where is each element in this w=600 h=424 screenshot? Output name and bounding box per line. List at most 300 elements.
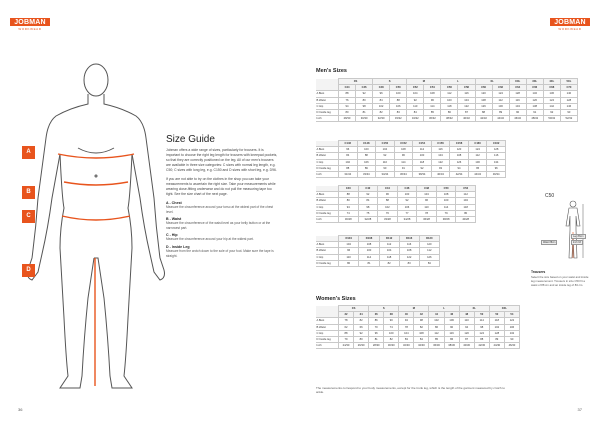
table-cell: 116 (431, 147, 450, 153)
table-cell: 33/32 (390, 116, 407, 122)
table-cell: 106 (504, 324, 519, 330)
table-cell: 44/30 (489, 343, 504, 349)
size-header-cell: C146 (339, 141, 358, 147)
table-cell: 94 (339, 204, 359, 210)
table-cell: 62 (339, 324, 354, 330)
example-size-label: C50 (545, 193, 555, 199)
page-number-right: 37 (577, 407, 582, 412)
table-cell: 86 (441, 109, 458, 115)
row-label: B Waist (316, 153, 339, 159)
table-cell: 120 (419, 242, 439, 248)
row-label: A Bust (316, 242, 339, 248)
table-cell: 98 (414, 318, 429, 324)
size-header-cell: D108 (359, 236, 379, 242)
example-tag: Inch 33 (573, 241, 581, 244)
measure-title: D - Inside Leg (166, 244, 190, 249)
table-cell: 85 (429, 336, 444, 342)
row-label: B Waist (316, 97, 339, 103)
letter-size-cell: XL (459, 306, 489, 312)
table-cell: 32/30 (399, 343, 414, 349)
table-cell: 124 (543, 97, 560, 103)
table-cell: 30/30 (384, 343, 399, 349)
table-cell: 130 (468, 159, 487, 165)
brand-tagline: WORKWEAR (558, 27, 582, 31)
size-header-cell: C68 (543, 85, 560, 91)
size-header-cell: C42 (358, 186, 378, 192)
table-cell: 91 (526, 109, 543, 115)
size-header-cell: 38 (384, 312, 399, 318)
table-cell: 104 (399, 330, 414, 336)
table-cell: 116 (458, 91, 475, 97)
row-label: A Bust (316, 192, 339, 198)
size-header-cell: C46 (356, 85, 373, 91)
table-cell: 112 (492, 97, 509, 103)
table-cell: 83 (399, 260, 419, 266)
size-header-cell: C52 (456, 186, 476, 192)
letter-size-cell: XXL (509, 79, 526, 85)
table-cell: 88 (339, 165, 358, 171)
table-cell: 112 (419, 248, 439, 254)
womens-sizes-title: Women's Sizes (316, 296, 356, 302)
size-header-cell: C52 (407, 85, 424, 91)
letter-size-cell: XXL (489, 306, 519, 312)
table-cell: 88 (475, 109, 492, 115)
table-cell: 120 (526, 97, 543, 103)
table-cell: 134 (487, 159, 506, 165)
row-label: Inch (316, 171, 339, 177)
table-cell: 100 (390, 91, 407, 97)
letter-size-cell: 3XL (526, 79, 543, 85)
table-cell: 40/28 (456, 216, 476, 222)
table-cell: 81 (369, 336, 384, 342)
table-cell: 112 (379, 242, 399, 248)
table-cell: 81 (359, 260, 379, 266)
table-cell: 24/30 (339, 343, 354, 349)
table-cell: 96 (394, 153, 413, 159)
table-row (316, 260, 440, 266)
letter-size-cell: S (373, 79, 407, 85)
size-header-cell: 50 (474, 312, 489, 318)
row-label: D Inside leg (316, 210, 339, 216)
table-cell: 104 (431, 153, 450, 159)
table-cell: 96 (373, 91, 390, 97)
table-cell: 106 (357, 159, 376, 165)
table-cell: 110 (417, 204, 437, 210)
table-cell: 26/30 (354, 343, 369, 349)
size-header-cell: D104 (339, 236, 359, 242)
table-row (316, 343, 520, 349)
table-cell: 82 (373, 109, 390, 115)
table-cell: 50/32 (543, 116, 560, 122)
table-cell: 30/28 (339, 216, 359, 222)
table-cell: 118 (379, 254, 399, 260)
table-cell: 118 (413, 159, 432, 165)
table-cell: 116 (399, 242, 419, 248)
table-cell: 108 (414, 330, 429, 336)
table-cell: 84 (407, 109, 424, 115)
table-cell: 88 (378, 198, 398, 204)
table-cell: 128 (487, 147, 506, 153)
table-cell: 100 (384, 330, 399, 336)
mens-sizes-title: Men's Sizes (316, 68, 347, 74)
table-cell: 96 (487, 165, 506, 171)
row-label: D Inside leg (316, 336, 339, 342)
table-cell: 75 (358, 210, 378, 216)
table-cell: 110 (459, 318, 474, 324)
table-cell: 52/32 (560, 116, 577, 122)
row-label: D Inside leg (316, 260, 339, 266)
size-header-cell: C162 (487, 141, 506, 147)
table-cell: 86 (369, 318, 384, 324)
marker-a: A (22, 146, 35, 159)
table-cell: 128 (509, 91, 526, 97)
table-cell: 140 (560, 91, 577, 97)
table-cell: 93 (560, 109, 577, 115)
table-cell: 100 (397, 192, 417, 198)
trousers-example-figure (559, 200, 587, 260)
row-label: D Inside leg (316, 109, 339, 115)
page-number-left: 36 (18, 407, 23, 412)
measure-desc: Measure the circumference around your hip at the widest part. (166, 237, 254, 242)
table-cell: 128 (560, 97, 577, 103)
table-cell: 110 (339, 254, 359, 260)
table-cell: 90 (384, 318, 399, 324)
size-header-cell: C56 (441, 85, 458, 91)
table-cell: 106 (444, 318, 459, 324)
table-cell: 112 (429, 330, 444, 336)
table-cell: 120 (475, 91, 492, 97)
table-cell: 78 (339, 318, 354, 324)
table-cell: 94 (399, 318, 414, 324)
row-label: A Bust (316, 91, 339, 97)
table-cell: 112 (456, 192, 476, 198)
table-cell: 89 (492, 109, 509, 115)
example-tag: Leg 83cm (573, 235, 584, 238)
row-label: Inch (316, 216, 339, 222)
table-cell: 44/34 (468, 171, 487, 177)
letter-size-cell: 5XL (560, 79, 577, 85)
table-cell: 28/30 (339, 116, 356, 122)
letter-size-cell: XS (339, 306, 369, 312)
table-cell: 100 (436, 198, 456, 204)
table-cell: 100 (441, 97, 458, 103)
brand-tagline: WORKWEAR (18, 27, 42, 31)
table-cell: 28/30 (369, 343, 384, 349)
table-cell: 32/28 (358, 216, 378, 222)
letter-size-cell: S (369, 306, 399, 312)
table-cell: 34/30 (414, 343, 429, 349)
table-cell: 40/30 (459, 343, 474, 349)
table-cell: 42/34 (450, 171, 469, 177)
marker-c: C (22, 210, 35, 223)
table-cell: 104 (376, 147, 395, 153)
table-cell: 98 (356, 103, 373, 109)
table-cell: 46/34 (487, 171, 506, 177)
table-cell: 120 (459, 330, 474, 336)
table-cell: 31/34 (339, 171, 358, 177)
row-label: C Hip (316, 330, 339, 336)
table-cell: 76 (339, 97, 356, 103)
table-cell: 42/30 (474, 343, 489, 349)
size-header-cell: C66 (526, 85, 543, 91)
table-cell: 114 (394, 159, 413, 165)
table-cell: 93 (431, 165, 450, 171)
size-header-cell: C54 (424, 85, 441, 91)
table-cell: 92 (376, 153, 395, 159)
table-cell: 110 (376, 159, 395, 165)
size-header-cell: C48 (373, 85, 390, 91)
table-cell: 104 (458, 97, 475, 103)
table-cell: 38/34 (413, 171, 432, 177)
table-cell: 124 (474, 330, 489, 336)
table-cell: 124 (492, 91, 509, 97)
brand-logo (550, 18, 590, 31)
table-cell: 85 (424, 109, 441, 115)
table-cell: 34/34 (376, 171, 395, 177)
table-cell: 122 (399, 254, 419, 260)
table-cell: 88 (339, 91, 356, 97)
size-header-cell: C148 (357, 141, 376, 147)
table-cell: 89 (489, 336, 504, 342)
table-cell: 122 (504, 318, 519, 324)
row-label: C Hip (316, 254, 339, 260)
table-cell: 142 (543, 103, 560, 109)
size-header-cell: D116 (399, 236, 419, 242)
table-cell: 84 (339, 153, 358, 159)
table-cell: 120 (450, 147, 469, 153)
table-cell: 112 (413, 147, 432, 153)
table-cell: 80 (456, 210, 476, 216)
table-cell: 87 (459, 336, 474, 342)
table-cell: 126 (419, 254, 439, 260)
table-cell: 36/34 (394, 171, 413, 177)
table-cell: 90 (504, 336, 519, 342)
table-cell: 146 (560, 103, 577, 109)
table-cell: 106 (390, 103, 407, 109)
table-cell: 84 (358, 198, 378, 204)
table-cell: 40/34 (431, 171, 450, 177)
row-label: C Hip (316, 159, 339, 165)
marker-d: D (22, 264, 35, 277)
mens-table-d (316, 235, 440, 267)
table-cell: 46/30 (504, 343, 519, 349)
table-cell: 40/32 (458, 116, 475, 122)
brand-logo (10, 18, 50, 31)
size-header-cell: 54 (504, 312, 519, 318)
table-cell: 106 (397, 204, 417, 210)
table-cell: 87 (458, 109, 475, 115)
table-cell: 79 (339, 336, 354, 342)
letter-size-cell: XS (339, 79, 373, 85)
table-cell: 90 (509, 109, 526, 115)
table-cell: 114 (424, 103, 441, 109)
brand-name: JOBMAN (10, 18, 50, 26)
table-cell: 78 (417, 210, 437, 216)
size-header-cell: 44 (429, 312, 444, 318)
size-header-cell: C58 (458, 85, 475, 91)
table-cell: 80 (356, 97, 373, 103)
table-cell: 78 (399, 324, 414, 330)
size-header-cell: C50 (390, 85, 407, 91)
table-cell: 30/30 (356, 116, 373, 122)
table-cell: 104 (417, 192, 437, 198)
letter-size-cell: XL (475, 79, 509, 85)
table-cell: 38/28 (436, 216, 456, 222)
table-cell: 80 (354, 336, 369, 342)
size-header-cell: C40 (339, 186, 359, 192)
table-cell: 104 (379, 248, 399, 254)
size-header-cell: C152 (394, 141, 413, 147)
size-header-cell: D112 (379, 236, 399, 242)
table-cell: 82 (414, 324, 429, 330)
size-guide-intro: Jobman offers a wide range of sizes, particularly for trousers. It is important to choose the right leg length for trousers with kneepad pockets, so that they are correctly positioned on the leg. All of our men's trousers are available in three size categories: C sizes with normal leg length, e.g. C50; C sizes with long leg, e.g. C150 and D sizes with short leg, e.g. D96. (166, 148, 278, 172)
table-cell: 96 (339, 147, 358, 153)
row-label: C Hip (316, 103, 339, 109)
table-cell: 112 (468, 153, 487, 159)
size-header-cell: 40 (399, 312, 414, 318)
table-cell: 102 (339, 159, 358, 165)
table-cell: 138 (526, 103, 543, 109)
body-figure (8, 58, 168, 398)
marker-b: B (22, 186, 35, 199)
table-cell: 66 (354, 324, 369, 330)
table-cell: 44/32 (492, 116, 509, 122)
size-guide-tip: If you are not able to try on the clothes in the shop you can take your measurements to ascertain the right size. Take your measurements while wearing close-fitting underwear and do not pull the measuring tape too tight. See the size chart of the next page. (166, 177, 276, 196)
table-row (316, 116, 578, 122)
table-cell: 88 (474, 336, 489, 342)
brand-name: JOBMAN (550, 18, 590, 26)
size-header-cell: C50 (436, 186, 456, 192)
footnote: The measurements correspond to your body measurements, except for the trunk leg, which is the length of the garment measured by crotch to ankle. (316, 386, 505, 395)
size-header-cell: C62 (492, 85, 509, 91)
table-cell: 100 (413, 153, 432, 159)
womens-table (316, 305, 520, 349)
table-cell: 38/32 (441, 116, 458, 122)
table-cell: 74 (339, 210, 359, 216)
table-cell: 108 (399, 248, 419, 254)
row-label: B Waist (316, 198, 339, 204)
measure-desc: Measure from the crotch down to the sole of your foot. Make sure the tape is straight. (166, 248, 274, 258)
size-header-cell: C44 (339, 85, 356, 91)
letter-size-cell: M (407, 79, 441, 85)
table-cell: 92 (358, 192, 378, 198)
table-cell: 80 (339, 109, 356, 115)
example-title: Trousers (531, 270, 546, 274)
table-cell: 108 (424, 91, 441, 97)
size-header-cell: C44 (378, 186, 398, 192)
table-cell: 90 (376, 165, 395, 171)
size-guide (166, 134, 278, 261)
table-cell: 116 (444, 330, 459, 336)
table-cell: 88 (339, 192, 359, 198)
table-cell: 79 (436, 210, 456, 216)
size-header-cell: C158 (450, 141, 469, 147)
table-cell: 136 (543, 91, 560, 97)
size-header-cell: C160 (468, 141, 487, 147)
measure-title: A - Chest (166, 201, 182, 205)
table-row (316, 171, 506, 177)
mens-table-long (316, 140, 506, 178)
table-cell: 95 (468, 165, 487, 171)
table-cell: 114 (474, 318, 489, 324)
size-header-cell: 34 (354, 312, 369, 318)
table-cell: 82 (379, 260, 399, 266)
size-header-cell: 52 (489, 312, 504, 318)
measure-desc: Measure the circumference of the waist level as your belly button or at the narrowest part. (166, 221, 271, 230)
table-cell: 34/28 (397, 216, 417, 222)
row-label: A Bust (316, 318, 339, 324)
table-cell: 92 (356, 91, 373, 97)
size-header-cell: C154 (413, 141, 432, 147)
table-cell: 118 (489, 318, 504, 324)
table-cell: 96 (417, 198, 437, 204)
table-cell: 102 (378, 204, 398, 210)
measure-title: B - Waist (166, 217, 182, 222)
letter-size-cell: L (429, 306, 459, 312)
size-header-cell: 32 (339, 312, 354, 318)
table-cell: 102 (373, 103, 390, 109)
table-cell: 84 (419, 260, 439, 266)
row-label: Inch (316, 343, 339, 349)
size-header-cell: D120 (419, 236, 439, 242)
table-cell: 80 (339, 198, 359, 204)
table-cell: 92 (397, 198, 417, 204)
table-cell: 96 (378, 192, 398, 198)
row-label: A Bust (316, 147, 339, 153)
table-cell: 92 (407, 97, 424, 103)
table-cell: 132 (526, 91, 543, 97)
measure-desc: Measure the circumference around your torso at the widest part of the chest level. (166, 205, 274, 214)
example-tag: Waist 88cm (543, 241, 556, 244)
size-header-cell: C60 (475, 85, 492, 91)
table-cell: 102 (429, 318, 444, 324)
table-cell: 36/30 (429, 343, 444, 349)
table-cell: 124 (468, 147, 487, 153)
letter-size-cell: L (441, 79, 475, 85)
letter-size-cell: 4XL (543, 79, 560, 85)
table-cell: 96 (339, 248, 359, 254)
measure-title: C - Hip (166, 233, 178, 238)
example-text: Select the size based on your waist and inside leg measurement. Trousers in size C50 fit a waist of 88 cm and an inside leg of 83 cm. (531, 275, 589, 287)
table-cell: 82 (384, 336, 399, 342)
table-cell: 88 (339, 330, 354, 336)
letter-size-cell: M (399, 306, 429, 312)
size-header-cell: C70 (560, 85, 577, 91)
table-cell: 84 (414, 336, 429, 342)
table-cell: 118 (456, 204, 476, 210)
table-cell: 90 (444, 324, 459, 330)
table-cell: 36/28 (417, 216, 437, 222)
table-cell: 96 (424, 97, 441, 103)
table-cell: 96 (369, 330, 384, 336)
mens-table-regular (316, 78, 578, 122)
table-cell: 94 (459, 324, 474, 330)
size-header-cell: 48 (459, 312, 474, 318)
table-cell: 91 (394, 165, 413, 171)
table-cell: 89 (357, 165, 376, 171)
row-label: Inch (316, 116, 339, 122)
table-cell: 118 (441, 103, 458, 109)
size-header-cell: C150 (376, 141, 395, 147)
table-cell: 33/28 (378, 216, 398, 222)
size-guide-title: Size Guide (166, 134, 215, 145)
table-cell: 122 (458, 103, 475, 109)
table-cell: 70 (369, 324, 384, 330)
table-cell: 102 (489, 324, 504, 330)
table-cell: 108 (394, 147, 413, 153)
row-label: B Waist (316, 248, 339, 254)
table-cell: 116 (487, 153, 506, 159)
